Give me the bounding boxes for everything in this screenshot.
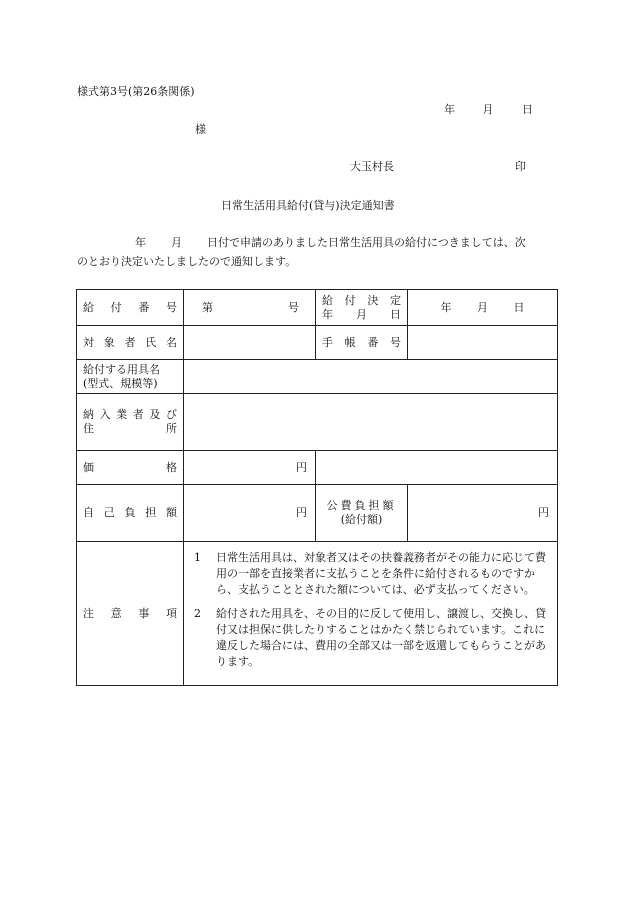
intro-month: 月	[171, 236, 182, 249]
self-burden-label: 自 己 負 担 額	[83, 506, 177, 520]
public-burden-label-1: 公費負担額	[326, 499, 397, 513]
notes-label-cell	[77, 542, 184, 686]
decision-date-label-1: 給 付 決 定	[322, 293, 401, 307]
self-burden-value-cell[interactable]	[184, 485, 316, 542]
decision-date-label-cell	[316, 290, 408, 326]
subject-name-value-cell[interactable]	[184, 326, 316, 360]
row-vendor	[77, 394, 558, 451]
row-price	[77, 451, 558, 485]
decision-date-label-2: 年 月 日	[322, 307, 401, 321]
decision-day: 日	[513, 300, 525, 314]
public-burden-unit: 円	[538, 506, 549, 520]
row-payment-number	[77, 290, 558, 326]
price-value-cell[interactable]	[184, 451, 316, 485]
intro-year: 年	[135, 236, 146, 249]
notebook-number-label-cell	[316, 326, 408, 360]
row-burden	[77, 485, 558, 542]
decision-date-value-cell[interactable]	[408, 290, 558, 326]
decision-year: 年	[440, 300, 452, 314]
payment-number-label-cell	[77, 290, 184, 326]
issue-date-day: 日	[522, 103, 533, 116]
note-text: 給付された用具を、その目的に反して使用し、譲渡し、交換し、貸付又は担保に供したりすることはかたく禁じられています。これに違反した場合には、費用の全部又は一部を返還してもらうことがあります。	[216, 607, 546, 668]
form-table	[76, 289, 558, 686]
item-name-value-cell[interactable]	[184, 360, 558, 394]
note-item	[192, 606, 551, 670]
note-item	[192, 550, 551, 598]
payment-number-label: 給 付 番 号	[83, 300, 177, 314]
payment-number-prefix: 第	[202, 300, 213, 314]
price-blank-cell	[316, 451, 558, 485]
issuer-name: 大玉村長	[350, 160, 394, 173]
intro-line-1	[135, 237, 526, 248]
vendor-value-cell[interactable]	[184, 394, 558, 451]
item-name-label-2: (型式、規模等)	[83, 376, 158, 390]
notebook-number-label: 手 帳 番 号	[322, 335, 401, 349]
public-burden-value-cell[interactable]	[408, 485, 558, 542]
price-label-cell	[77, 451, 184, 485]
notes-label: 注 意 事 項	[83, 606, 177, 620]
vendor-label-2: 住 所	[83, 422, 177, 435]
payment-number-value-cell[interactable]	[184, 290, 316, 326]
notes-content-cell	[184, 542, 558, 686]
self-burden-unit: 円	[296, 506, 307, 520]
recipient-honorific: 様	[195, 123, 206, 136]
intro-line-2: のとおり決定いたしましたので通知します。	[77, 255, 297, 268]
note-number: 2	[194, 607, 201, 620]
intro-line-1-rest: 日付で申請のありました日常生活用具の給付につきましては、次	[207, 236, 526, 249]
issue-date-year: 年	[444, 103, 455, 116]
price-unit: 円	[296, 460, 307, 474]
seal-mark: 印	[515, 160, 526, 173]
vendor-label-cell	[77, 394, 184, 451]
notebook-number-value-cell[interactable]	[408, 326, 558, 360]
decision-month: 月	[477, 300, 488, 314]
row-item-name	[77, 360, 558, 394]
item-name-label-1: 給付する用具名	[83, 362, 160, 376]
subject-name-label: 対 象 者 氏 名	[83, 335, 177, 349]
issue-date-month: 月	[482, 103, 494, 116]
item-name-label-cell	[77, 360, 184, 394]
public-burden-label-2: (給付額)	[340, 513, 383, 526]
row-notes	[77, 542, 558, 686]
public-burden-label-cell	[316, 485, 408, 542]
note-number: 1	[194, 551, 201, 564]
issue-date	[444, 104, 533, 115]
document-title: 日常生活用具給付(貸与)決定通知書	[221, 199, 395, 212]
row-subject-name	[77, 326, 558, 360]
vendor-label-1: 納 入 業 者 及 び	[83, 408, 177, 422]
payment-number-suffix: 号	[288, 300, 299, 314]
form-number: 様式第3号(第26条関係)	[77, 85, 195, 98]
self-burden-label-cell	[77, 485, 184, 542]
subject-name-label-cell	[77, 326, 184, 360]
price-label: 価 格	[83, 460, 177, 474]
note-text: 日常生活用具は、対象者又はその扶養義務者がその能力に応じて費用の一部を直接業者に支払うことを条件に給付されるものですから、支払うこととされた額については、必ず支払ってください。	[216, 551, 546, 596]
